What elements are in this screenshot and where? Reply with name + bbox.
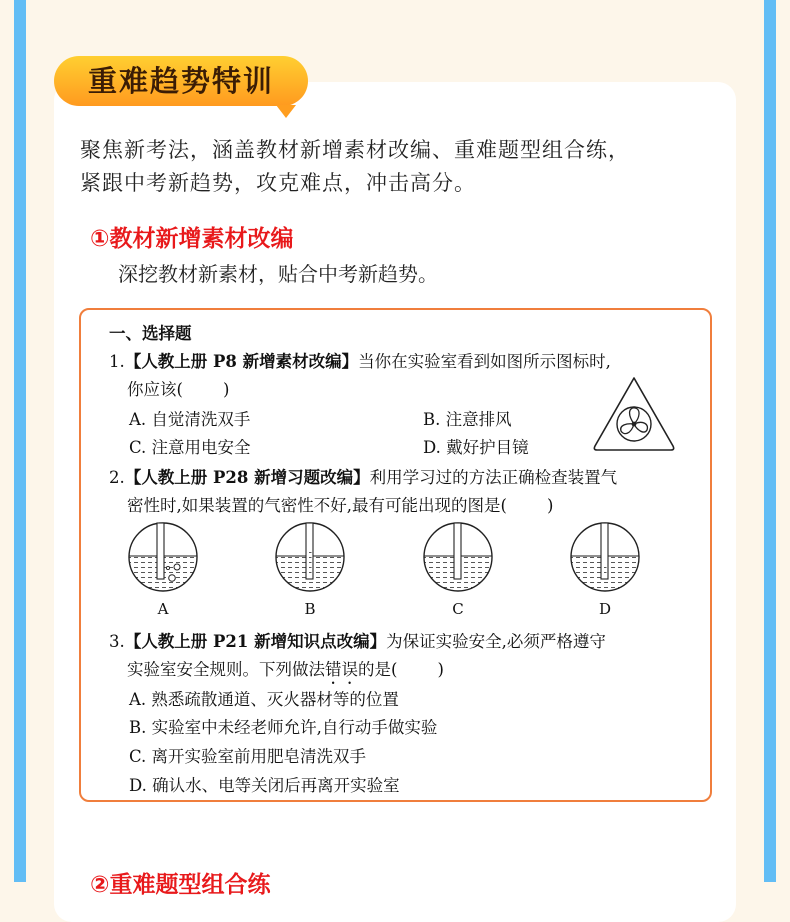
section-subtitle-1: 深挖教材新素材，贴合中考新趋势。 (118, 262, 438, 286)
question-text: ) (222, 380, 230, 399)
beaker-label-d: D (598, 600, 612, 618)
question-text: 的是( (358, 660, 398, 679)
part-title: 一、选择题 (109, 324, 192, 343)
question-2-line-2 (127, 492, 553, 516)
ventilation-fan-icon (591, 374, 677, 452)
option-b: B. 注意排风 (423, 410, 512, 429)
question-text: 当你在实验室看到如图所示图标时, (358, 352, 611, 371)
question-text: 为保证实验安全,必须严格遵守 (386, 632, 606, 651)
question-source-tag: 【人教上册 P21 新增知识点改编】 (124, 632, 387, 651)
option-d: D. 确认水、电等关闭后再离开实验室 (129, 776, 400, 795)
beaker-label-b: B (304, 600, 316, 618)
title-tag: 重难趋势特训 (54, 56, 308, 106)
exercise-box (79, 308, 712, 802)
intro-line: 紧跟中考新趋势，攻克难点，冲击高分。 (80, 171, 476, 195)
option-c: C. 离开实验室前用肥皂清洗双手 (129, 747, 367, 766)
intro-line: 聚焦新考法，涵盖教材新增素材改编、重难题型组合练， (80, 138, 630, 162)
question-number: 1. (109, 352, 125, 371)
right-decor-bar (764, 0, 776, 882)
question-text: ) (546, 496, 554, 515)
question-1-line-1 (109, 348, 611, 372)
question-3-line-1 (109, 628, 606, 652)
emphasized-word: 错误 (325, 660, 358, 679)
question-source-tag: 【人教上册 P28 新增习题改编】 (124, 468, 370, 487)
beaker-label-c: C (452, 600, 464, 618)
question-text: 利用学习过的方法正确检查装置气 (369, 468, 618, 487)
question-text: ) (437, 660, 444, 679)
question-2-line-1 (109, 464, 617, 488)
option-a: A. 熟悉疏散通道、灭火器材等的位置 (129, 690, 399, 709)
question-text: 你应该( (127, 380, 183, 399)
section-heading-1: ①教材新增素材改编 (90, 226, 294, 252)
section-heading-2: ②重难题型组合练 (90, 872, 271, 898)
question-text: 密性时,如果装置的气密性不好,最有可能出现的图是( (127, 496, 507, 515)
question-1-line-2 (127, 376, 229, 400)
intro-text (80, 134, 720, 200)
question-source-tag: 【人教上册 P8 新增素材改编】 (124, 352, 359, 371)
beaker-label-a: A (157, 600, 169, 618)
question-3-line-2 (127, 656, 444, 688)
option-d: D. 戴好护目镜 (423, 438, 529, 457)
beaker-d-diagram (569, 520, 641, 594)
beaker-a-diagram (127, 520, 199, 594)
question-text: 实验室安全规则。下列做法 (127, 660, 325, 679)
beaker-b-diagram (274, 520, 346, 594)
option-c: C. 注意用电安全 (129, 438, 251, 457)
beaker-c-diagram (422, 520, 494, 594)
question-number: 3. (109, 632, 125, 651)
question-number: 2. (109, 468, 125, 487)
option-b: B. 实验室中未经老师允许,自行动手做实验 (129, 718, 438, 737)
option-a: A. 自觉清洗双手 (129, 410, 251, 429)
left-decor-bar (14, 0, 26, 882)
